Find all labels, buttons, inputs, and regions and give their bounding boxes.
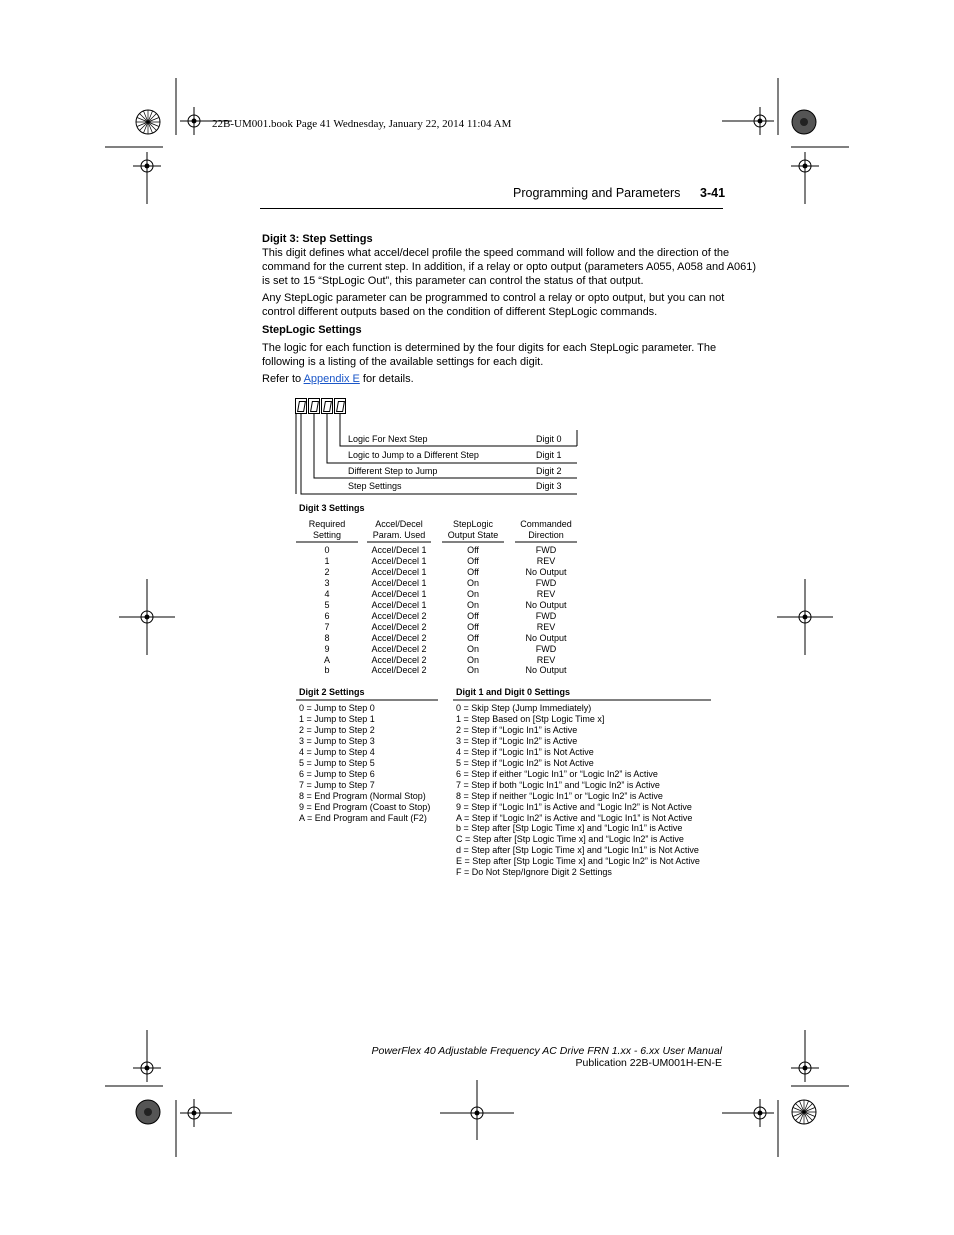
header-direction-line1: Commanded	[520, 519, 572, 529]
diagram-row-digit2-digit: Digit 2	[536, 466, 562, 476]
paragraph-2-line1: Any StepLogic parameter can be programmed to control a relay or opto output, but you can not	[262, 292, 725, 304]
appendix-e-link[interactable]: Appendix E	[303, 373, 360, 385]
digit3-heading: Digit 3: Step Settings	[262, 233, 373, 245]
header-output-line2: Output State	[447, 530, 499, 540]
col-accel-decel: Accel/Decel 1 Accel/Decel 1 Accel/Decel 1 Accel/Decel 1 Accel/Decel 1 Accel/Decel 1 Accel/Decel 2 Accel/Decel 2 Accel/Decel 2 Accel/Decel 2 Accel/Decel 2 Accel/Decel 2	[371, 545, 427, 676]
paragraph-3-line2: following is a listing of the available settings for each digit.	[262, 356, 544, 368]
diagram-row-digit3-label: Step Settings	[348, 481, 402, 491]
digit10-title: Digit 1 and Digit 0 Settings	[456, 687, 571, 697]
digit2-list: 0 = Jump to Step 0 1 = Jump to Step 1 2 = Jump to Step 2 3 = Jump to Step 3 4 = Jump to Step 4 5 = Jump to Step 5 6 = Jump to Step 6 7 = Jump to Step 7 8 = End Program (Normal Stop) 9 = End Program (Coast to Stop) A = End Program and Fault (F2)	[299, 703, 431, 823]
refer-prefix: Refer to	[262, 373, 304, 385]
paragraph-1-line1: This digit defines what accel/decel profile the speed command will follow and the direction of the	[262, 247, 730, 259]
footer-manual-title: PowerFlex 40 Adjustable Frequency AC Drive FRN 1.xx - 6.xx User Manual	[371, 1045, 722, 1057]
paragraph-1-line2: command for the current step. In addition, if a relay or opto output (parameters A055, A058 and A061)	[262, 261, 757, 273]
steplogic-heading: StepLogic Settings	[262, 324, 362, 336]
diagram-row-digit1-digit: Digit 1	[536, 450, 562, 460]
refer-suffix: for details.	[359, 373, 414, 385]
col-direction: FWD REV No Output FWD REV No Output FWD REV No Output FWD REV No Output	[525, 545, 567, 676]
header-accel-line1: Accel/Decel	[375, 519, 423, 529]
diagram-row-digit2-label: Different Step to Jump	[348, 466, 438, 476]
digit10-list: 0 = Skip Step (Jump Immediately) 1 = Step Based on [Stp Logic Time x] 2 = Step if “Logic In1” is Active 3 = Step if “Logic In2” is Active 4 = Step if “Logic In1” is Not Active 5 = Step if “Logic In2” is Not Active 6 = Step if either “Logic In1” or “Logic In2” is Active 7 = Step if both “Logic In1” and “Logic In2” is Active 8 = Step if neither “Logic In1” or “Logic In2” is Active 9 = Step if “Logic In1” is Active and “Logic In2” is Not Active A = Step if “Logic In2” is Active and “Logic In1” is Not Active b = Step after [Stp Logic Time x] and “Logic In1” is Active C = Step after [Stp Logic Time x] and “Logic In2” is Active d = Step after [Stp Logic Time x] and “Logic In1” is Not Active E = Step after [Stp Logic Time x] and “Logic In2” is Not Active F = Do Not Step/Ignore Digit 2 Settings	[456, 703, 700, 878]
digit3-table-title: Digit 3 Settings	[299, 503, 365, 513]
diagram-row-digit1-label: Logic to Jump to a Different Step	[348, 450, 479, 460]
book-info-line: 22B-UM001.book Page 41 Wednesday, January 22, 2014 11:04 AM	[212, 118, 512, 130]
header-direction-line2: Direction	[528, 530, 564, 540]
digit2-title: Digit 2 Settings	[299, 687, 365, 697]
running-header-title: Programming and Parameters	[513, 186, 681, 200]
header-output-line1: StepLogic	[452, 519, 494, 529]
paragraph-3-line1: The logic for each function is determined by the four digits for each StepLogic parameter. The	[262, 342, 717, 354]
footer-publication: Publication 22B-UM001H-EN-E	[575, 1057, 722, 1069]
diagram-row-digit0-label: Logic For Next Step	[348, 434, 428, 444]
header-required-line2: Setting	[312, 530, 342, 540]
col-output-state: Off Off Off On On On Off Off Off On On On	[466, 545, 479, 676]
diagram-row-digit3-digit: Digit 3	[536, 481, 562, 491]
paragraph-2-line2: control different outputs based on the condition of different StepLogic commands.	[262, 306, 658, 318]
header-accel-line2: Param. Used	[372, 530, 426, 540]
paragraph-1-line3: is set to 15 “StpLogic Out”, this parameter can control the status of that output.	[262, 275, 644, 287]
header-required-line1: Required	[308, 519, 346, 529]
page-number: 3-41	[700, 186, 726, 200]
col-required-setting: 0 1 2 3 4 5 6 7 8 9 A b	[323, 545, 330, 676]
diagram-row-digit0-digit: Digit 0	[536, 434, 562, 444]
